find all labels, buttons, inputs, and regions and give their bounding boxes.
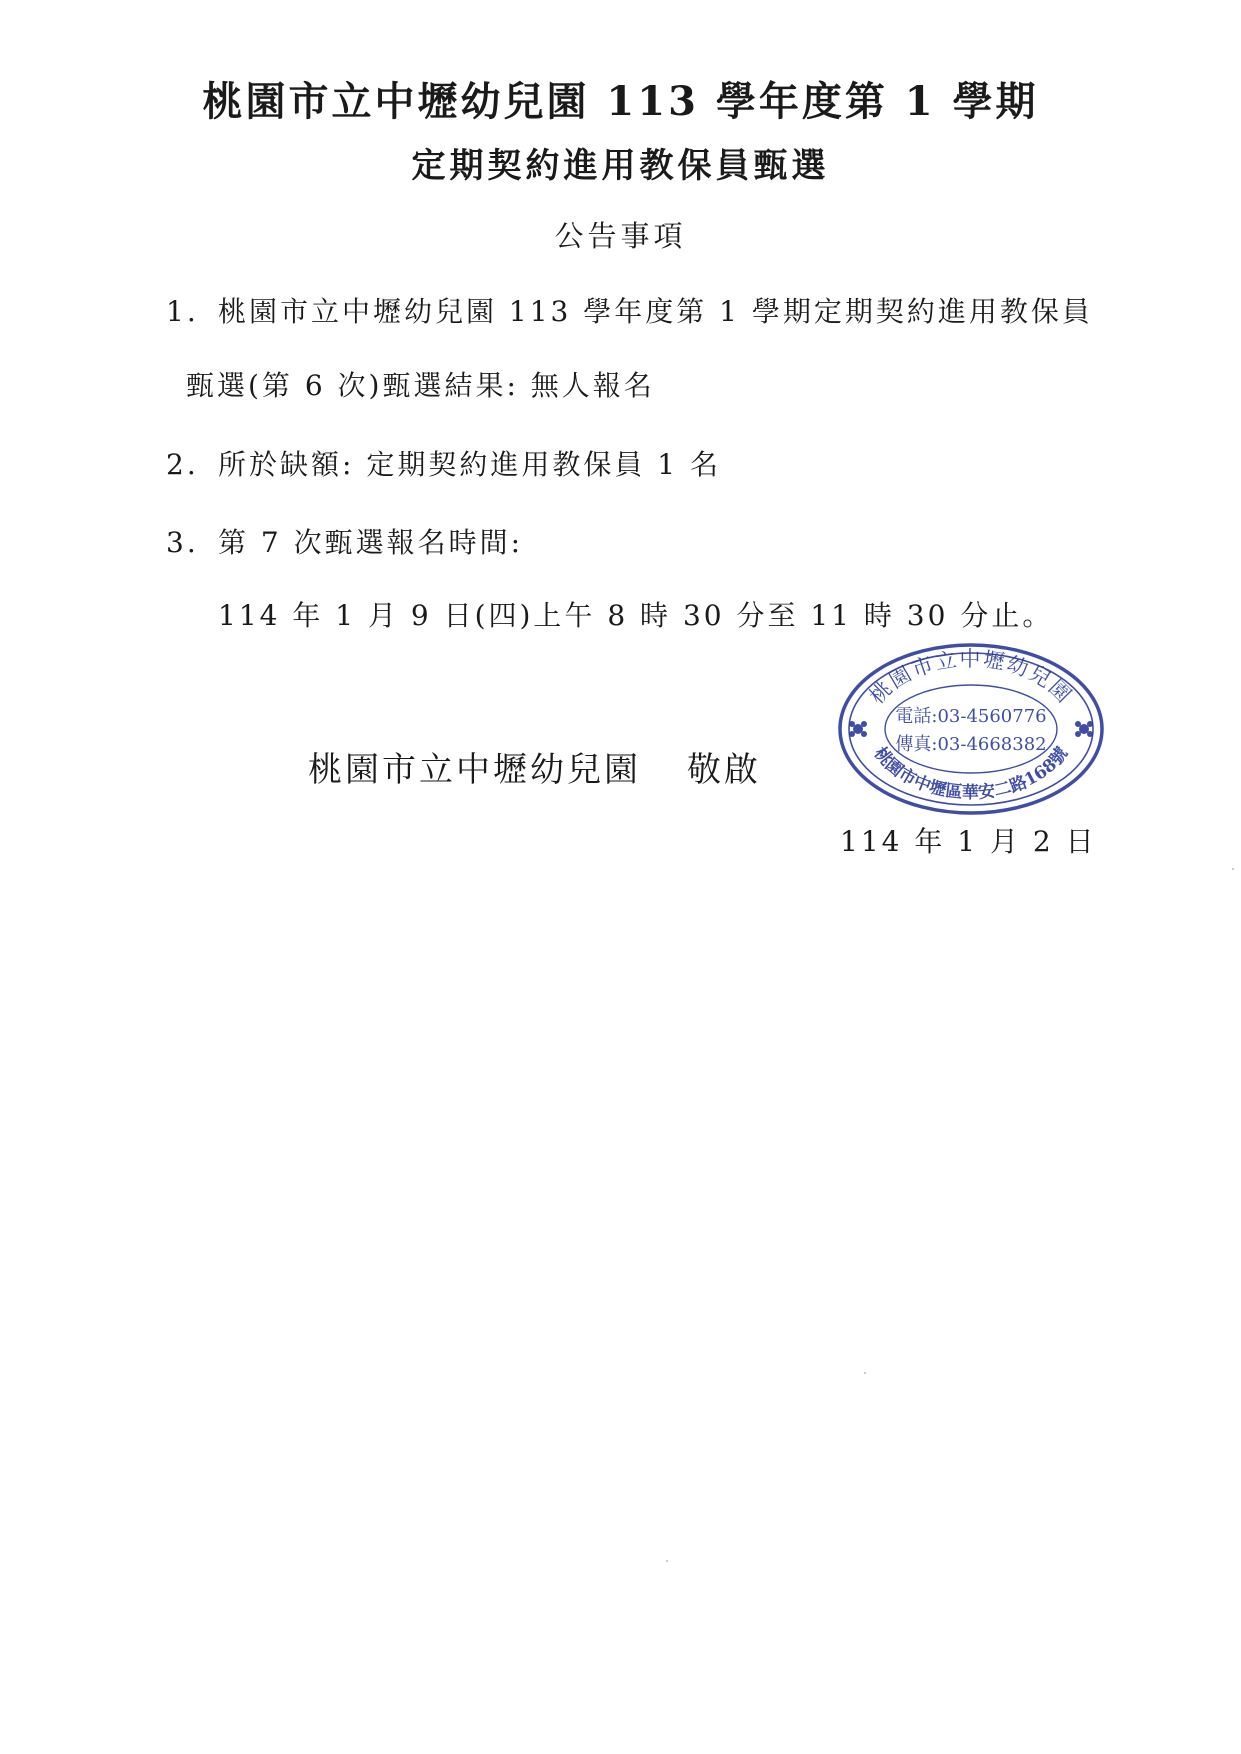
signature-closing: 敬啟 [687, 750, 761, 790]
document-title: 桃園市立中壢幼兒園 113 學年度第 1 學期 [202, 78, 1039, 125]
document-subtitle: 定期契約進用教保員甄選 [411, 146, 830, 186]
stamp-bottom-arc: 桃園市中壢區華安二路168號 [869, 743, 1073, 804]
signature-organization: 桃園市立中壢幼兒園 [308, 750, 641, 790]
official-seal-stamp [836, 640, 1106, 818]
section-heading: 公告事項 [554, 219, 687, 253]
list-item-text: 桃園市立中壢幼兒園 113 學年度第 1 學期定期契約進用教保員 [218, 295, 1093, 328]
plum-blossom-icon [1075, 721, 1093, 737]
list-item-text: 所於缺額: 定期契約進用教保員 1 名 [218, 448, 721, 481]
svg-text:桃園市立中壢幼兒園 [865, 647, 1077, 709]
list-item-1-continuation: 甄選(第 6 次)甄選結果: 無人報名 [186, 369, 655, 402]
scan-speck [666, 1560, 668, 1562]
list-item-1 [166, 290, 1093, 330]
list-item-number: 3. [166, 526, 199, 559]
document-date: 114 年 1 月 2 日 [840, 825, 1097, 858]
scan-speck [1232, 868, 1234, 870]
stamp-phone: 電話:03-4560776 [895, 706, 1047, 727]
plum-blossom-icon [849, 721, 867, 737]
stamp-fax: 傳真:03-4668382 [895, 734, 1047, 755]
scan-speck [864, 1372, 866, 1374]
list-item-text: 第 7 次甄選報名時間: [218, 526, 524, 559]
list-item-3 [166, 521, 523, 561]
stamp-top-arc: 桃園市立中壢幼兒園 [864, 647, 1078, 709]
list-item-2 [166, 443, 721, 483]
list-item-number: 2. [166, 448, 199, 481]
signature-line [308, 742, 761, 791]
list-item-number: 1. [166, 295, 199, 328]
registration-time: 114 年 1 月 9 日(四)上午 8 時 30 分至 11 時 30 分止。 [218, 599, 1054, 632]
